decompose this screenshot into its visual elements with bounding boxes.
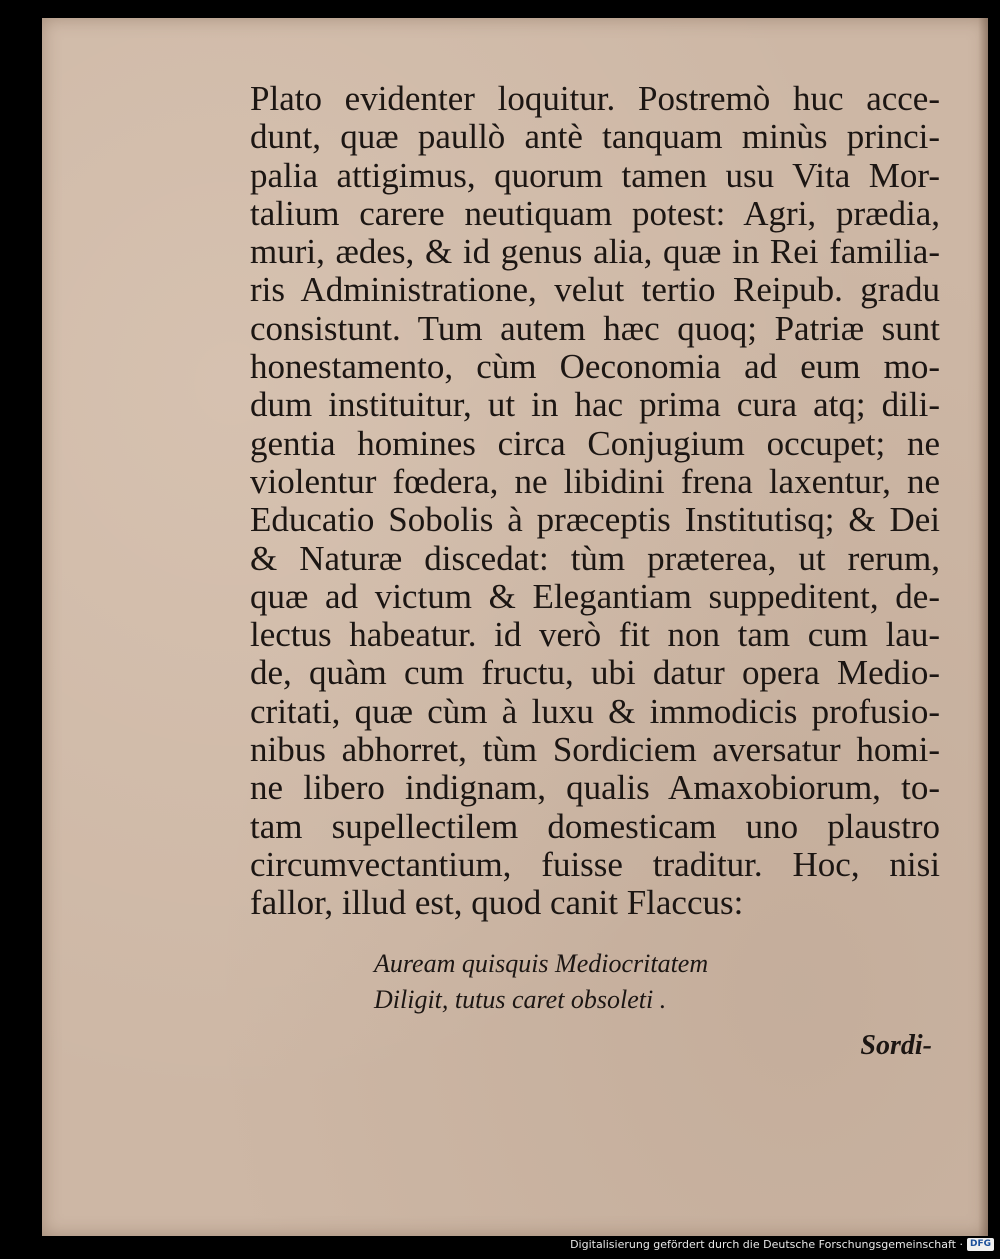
text-line: ne libero indignam, qualis Amaxobiorum, to- bbox=[250, 768, 940, 808]
body-text bbox=[250, 80, 940, 923]
digitization-credit bbox=[570, 1238, 994, 1251]
text-line: fallor, illud est, quod canit Flaccus: bbox=[250, 883, 744, 923]
text-line: muri, ædes, & id genus alia, quæ in Rei familia- bbox=[250, 232, 940, 272]
text-line: Plato evidenter loquitur. Postremò huc acce- bbox=[250, 79, 940, 118]
page-edge-shadow bbox=[978, 18, 988, 1236]
quote-line: Auream quisquis Mediocritatem bbox=[374, 949, 709, 978]
text-line: nibus abhorret, tùm Sordiciem aversatur homi- bbox=[250, 730, 940, 770]
book-page bbox=[42, 18, 988, 1236]
text-line: violentur fœdera, ne libidini frena laxentur, ne bbox=[250, 461, 940, 501]
quote-line: Diligit, tutus caret obsoleti . bbox=[374, 985, 667, 1014]
text-line: circumvectantium, fuisse traditur. Hoc, nisi bbox=[250, 844, 940, 884]
text-line: gentia homines circa Conjugium occupet; ne bbox=[250, 423, 940, 463]
text-line: talium carere neutiquam potest: Agri, prædia, bbox=[250, 193, 940, 233]
text-line: lectus habeatur. id verò fit non tam cum lau- bbox=[250, 615, 940, 655]
text-line: & Naturæ discedat: tùm præterea, ut rerum, bbox=[250, 538, 940, 578]
text-line: dunt, quæ paullò antè tanquam minùs princi- bbox=[250, 117, 940, 157]
dfg-logo-icon: DFG bbox=[967, 1238, 994, 1251]
text-line: de, quàm cum fructu, ubi datur opera Medio- bbox=[250, 653, 940, 693]
text-line: honestamento, cùm Oeconomia ad eum mo- bbox=[250, 347, 940, 387]
text-line: ris Administratione, velut tertio Reipub. gradu bbox=[250, 270, 940, 310]
text-line: quæ ad victum & Elegantiam suppeditent, de- bbox=[250, 576, 940, 616]
catchword: Sordi- bbox=[860, 1030, 932, 1061]
text-line: dum instituitur, ut in hac prima cura atq; dili- bbox=[250, 385, 940, 425]
text-line: Educatio Sobolis à præceptis Institutisq; & Dei bbox=[250, 500, 940, 540]
text-line: tam supellectilem domesticam uno plaustro bbox=[250, 806, 940, 846]
credit-text: Digitalisierung gefördert durch die Deutsche Forschungsgemeinschaft · bbox=[570, 1238, 963, 1251]
text-line: consistunt. Tum autem hæc quoq; Patriæ sunt bbox=[250, 308, 940, 348]
verse-quote bbox=[374, 946, 708, 1018]
text-line: critati, quæ cùm à luxu & immodicis profusio- bbox=[250, 691, 940, 731]
text-line: palia attigimus, quorum tamen usu Vita Mor- bbox=[250, 155, 940, 195]
